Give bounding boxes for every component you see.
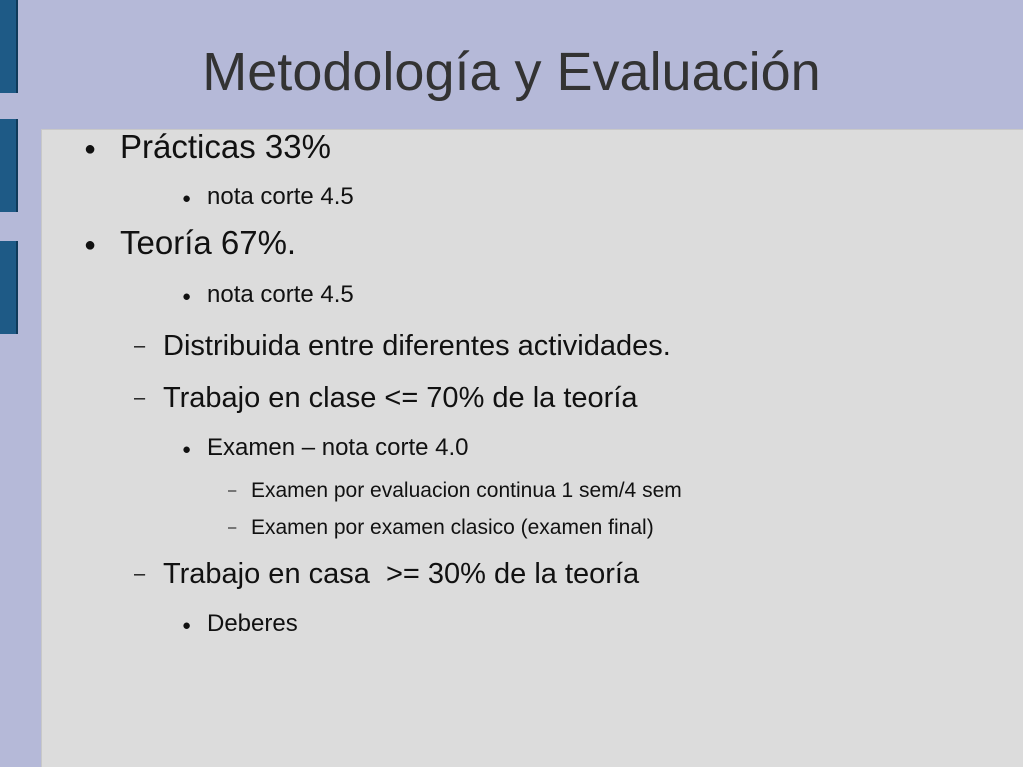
dash-marker: –	[134, 387, 146, 409]
bullet-dot: ●	[182, 190, 192, 207]
bullet-dot: ●	[182, 617, 192, 634]
list-item-text: Trabajo en clase <= 70% de la teoría	[163, 382, 638, 414]
accent-bar-middle	[0, 119, 18, 212]
list-item-text: Distribuida entre diferentes actividades.	[163, 330, 671, 362]
accent-bar-bottom	[0, 241, 18, 334]
dash-marker: –	[134, 335, 146, 357]
list-item-text: Examen por examen clasico (examen final)	[251, 516, 654, 539]
dash-marker: –	[228, 519, 237, 536]
bullet-dot: ●	[84, 138, 97, 160]
list-item-text: Examen por evaluacion continua 1 sem/4 sem	[251, 479, 682, 502]
list-item-text: Prácticas 33%	[120, 128, 331, 165]
list-item-text: Deberes	[207, 610, 298, 637]
list-item-text: Examen – nota corte 4.0	[207, 434, 469, 461]
bullet-dot: ●	[84, 234, 97, 256]
slide-title: Metodología y Evaluación	[202, 42, 821, 102]
list-item-text: nota corte 4.5	[207, 183, 354, 210]
list-item-text: nota corte 4.5	[207, 281, 354, 308]
list-item-text: Trabajo en casa >= 30% de la teoría	[163, 558, 640, 590]
accent-bar-top	[0, 0, 18, 93]
dash-marker: –	[134, 563, 146, 585]
dash-marker: –	[228, 482, 237, 499]
list-item-text: Teoría 67%.	[120, 224, 297, 261]
bullet-dot: ●	[182, 288, 192, 305]
bullet-dot: ●	[182, 441, 192, 458]
